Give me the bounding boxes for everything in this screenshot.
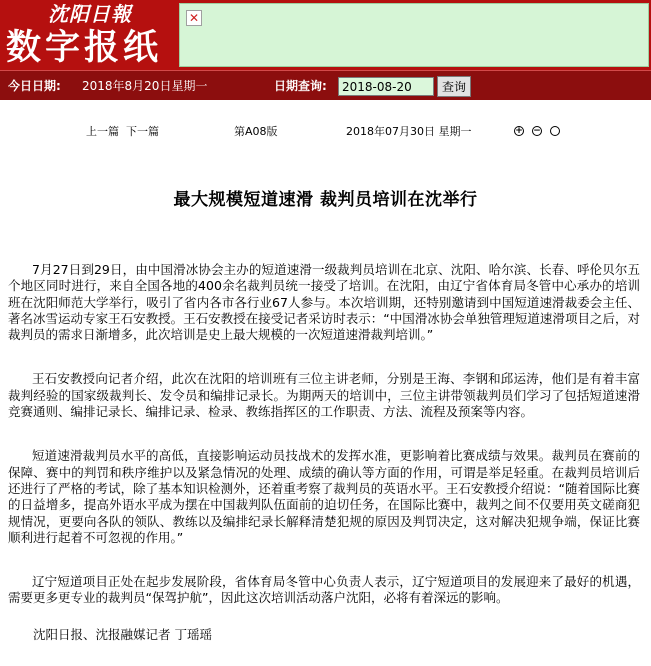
date-query-label: 日期查询: [274, 79, 327, 93]
date-bar [0, 70, 651, 100]
broken-image-icon: ✕ [186, 10, 202, 26]
site-header [0, 0, 651, 70]
date-query-input[interactable] [338, 77, 434, 96]
next-article-link[interactable]: 下一篇 [126, 125, 159, 138]
zoom-reset-icon[interactable] [550, 126, 560, 136]
issue-date-label: 2018年07月30日 星期一 [346, 125, 472, 138]
banner-ad-placeholder[interactable] [179, 3, 649, 67]
page-number-label: 第A08版 [234, 125, 278, 138]
newspaper-logo-title: 数字报纸 [6, 28, 163, 68]
article-headline: 最大规模短道速滑 裁判员培训在沈举行 [173, 190, 478, 210]
today-date-label: 今日日期: [8, 79, 61, 93]
article-nav-bar [0, 120, 651, 144]
prev-article-link[interactable]: 上一篇 [86, 125, 119, 138]
zoom-out-icon[interactable]: − [533, 126, 541, 136]
newspaper-logo-calligraphy: 沈阳日報 [48, 2, 132, 26]
zoom-in-icon[interactable]: + [515, 126, 523, 136]
article-paragraph: 王石安教授向记者介绍，此次在沈阳的培训班有三位主讲老师，分别是王海、李钢和邱运涛，他们是有着丰富裁判经验的国家级裁判长、发令员和编排记录长。为期两天的培训中，三位主讲带领裁判员们学习了包括短道速滑竞赛通则、编排记录长、编排记录、检录、教练指挥区的工作职责、方法、流程及预案等内容。 [8, 371, 640, 420]
article-paragraph: 短道速滑裁判员水平的高低，直接影响运动员技战术的发挥水准，更影响着比赛成绩与效果。裁判员在赛前的保障、赛中的判罚和秩序维护以及紧急情况的处理、成绩的确认等方面的作用，可谓是举足轻重。在裁判员培训后还进行了严格的考试，除了基本知识检测外，还着重考察了裁判员的英语水平。王石安教授介绍说：“随着国际比赛的日益增多，提高外语水平成为摆在中国裁判队伍面前的迫切任务，在国际比赛中，裁判之间不仅要用英文磋商犯规情况，更要向各队的领队、教练以及编排纪录长解释清楚犯规的原因及判罚决定，这对解决犯规争端，保证比赛顺利进行起着不可忽视的作用。” [8, 448, 640, 545]
query-button[interactable]: 查询 [437, 76, 471, 97]
article-body [8, 262, 640, 635]
article-paragraph: 辽宁短道项目正处在起步发展阶段，省体育局冬管中心负责人表示，辽宁短道项目的发展迎来了最好的机遇，需要更多更专业的裁判员“保驾护航”，因此这次培训活动落户沈阳，必将有着深远的影响。 [8, 574, 640, 606]
article-paragraph: 7月27日到29日，由中国滑冰协会主办的短道速滑一级裁判员培训在北京、沈阳、哈尔滨、长春、呼伦贝尔五个地区同时进行，来自全国各地的400余名裁判员统一接受了培训。在沈阳，由辽宁省体育局冬管中心承办的培训班在沈阳师范大学举行，吸引了省内各市各行业67人参与。本次培训期，还特别邀请到中国短道速滑裁委会主任、著名冰雪运动专家王石安教授。王石安教授在接受记者采访时表示：“中国滑冰协会单独管理短道速滑项目之后，对裁判员的需求日渐增多，此次培训是史上最大规模的一次短道速滑裁判培训。” [8, 262, 640, 343]
article-byline: 沈阳日报、沈报融媒记者 丁瑶瑶 [33, 627, 212, 642]
today-date-value: 2018年8月20日星期一 [82, 79, 208, 93]
